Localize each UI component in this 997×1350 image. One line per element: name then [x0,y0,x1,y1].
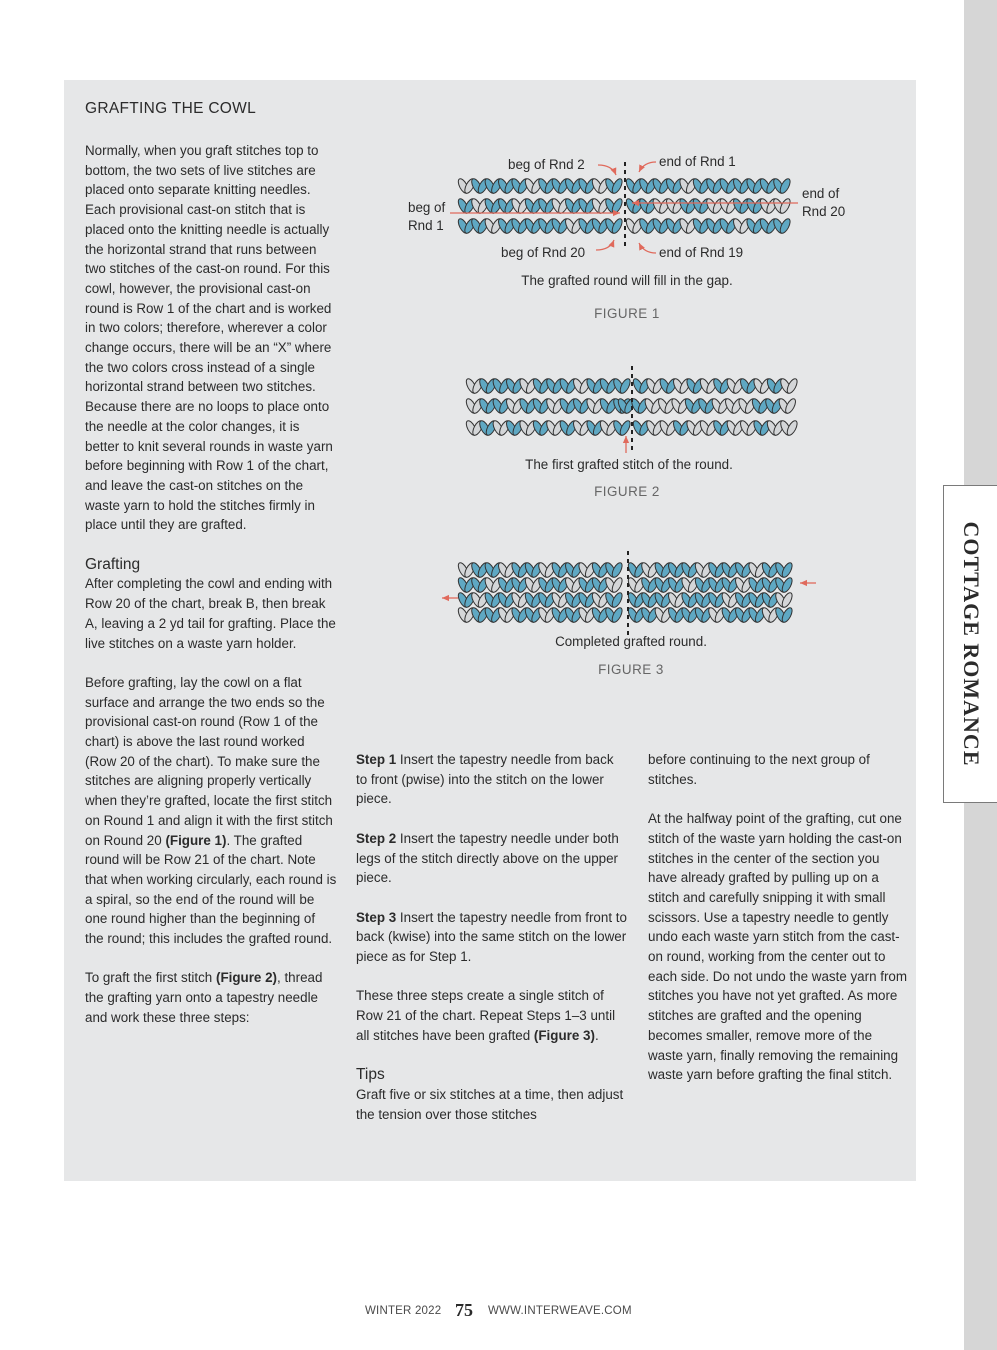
figure-1-title: FIGURE 1 [594,306,660,321]
figure-3 [442,551,816,677]
figures [380,140,900,700]
step-1-text: Insert the tapestry needle from back to front (pwise) into the stitch on the lower piece. [356,752,614,807]
figure-2-reference: (Figure 2) [215,970,277,986]
step-3-text: Insert the tapestry needle from front to back (kwise) into the same stitch on the lower piece as for Step 1. [356,909,627,964]
text-run: . The grafted round will be Row 21 of the chart. Note that when working circularly, each round is a spiral, so the end of the round will be one round higher than the beginning of the round; this includes the grafted round. [85,832,337,947]
step-2-text: Insert the tapestry needle under both legs of the stitch directly above on the upper piece. [356,830,619,886]
text-run: , thread the grafting yarn onto a tapestry needle and work these three steps: [85,970,323,1025]
figure-3-caption: Completed grafted round. [555,634,707,649]
step-2-label: Step 2 [356,830,397,846]
arrow-end-rnd19 [639,243,656,253]
column-3-paragraph-1: before continuing to the next group of stitches. [648,752,870,787]
text-run: Before grafting, lay the cowl on a flat surface and arrange the two ends so the provisional cast-on round (Row 1 of the chart) is above the last round worked (Row 20 of the chart). To make sure the stitches are aligning properly vertically when they’re grafted, locate the first stitch on Round 1 and align it with the first stitch on Round 20 [85,674,333,848]
label-end-rnd19: end of Rnd 19 [659,245,744,260]
tips-heading: Tips [356,1066,385,1084]
figure-3-title: FIGURE 3 [598,662,664,677]
text-run: . [594,1027,599,1043]
figure-1-caption: The grafted round will fill in the gap. [521,273,733,288]
tips-paragraph: Graft five or six stitches at a time, then adjust the tension over those stitches [356,1086,624,1122]
section-title: GRAFTING THE COWL [85,100,257,117]
figure-3-reference: (Figure 3) [533,1027,595,1043]
step-2 [356,829,628,888]
column-2 [356,750,628,1124]
label-rnd20: Rnd 20 [802,204,846,219]
arrow-end-rnd1 [639,162,656,172]
step-3-label: Step 3 [356,909,397,925]
figure-1-reference: (Figure 1) [165,832,227,848]
label-end-rnd1: end of Rnd 1 [659,154,736,169]
figure-2-caption: The first grafted stitch of the round. [525,457,733,472]
grafting-paragraph-2 [85,673,337,949]
page-number: 75 [455,1300,473,1320]
step-1 [356,750,628,809]
grafting-heading: Grafting [85,555,141,573]
label-end-of: end of [802,186,840,201]
grafting-paragraph-3 [85,968,337,1027]
column-1 [85,141,337,1028]
label-beg-rnd2: beg of Rnd 2 [508,157,585,172]
label-rnd1: Rnd 1 [408,218,444,233]
arrow-beg-rnd2 [598,165,616,175]
label-beg-rnd20: beg of Rnd 20 [501,245,586,260]
issue-label: WINTER 2022 [365,1305,442,1317]
text-run: To graft the first stitch [85,970,216,986]
website: WWW.INTERWEAVE.COM [488,1305,632,1317]
grafting-paragraph-1: After completing the cowl and ending with Row 20 of the chart, break B, then break A, leaving a 2 yd tail for grafting. Place the live stitches on a waste yarn holder. [85,576,336,651]
figure-2-title: FIGURE 2 [594,484,660,499]
text-run: These three steps create a single stitch of Row 21 of the chart. Repeat Steps 1–3 until all stitches have been grafted [356,988,616,1043]
intro-paragraph: Normally, when you graft stitches top to bottom, the two sets of live stitches are placed onto separate knitting needles. Each provisional cast-on stitch that is placed onto the knitting needle is actually the horizontal strand that runs between two stitches of the cast-on round. For this cowl, however, the provisional cast-on round is Row 1 of the chart and is worked in two colors; therefore, wherever a color change occurs, there will be an “X” where the two colors cross instead of a single horizontal strand between two stitches. Because there are no loops to place onto the needle at the color changes, it is better to knit several rounds in waste yarn before beginning with Row 1 of the chart, and leave the cast-on stitches on the waste yarn to hold the stitches firmly in place until they are grafted. [85,143,333,533]
figure-1 [408,154,845,321]
section-tab-label: COTTAGE ROMANCE [958,521,984,767]
figure-2 [464,366,799,499]
figure-3-stitches [456,561,794,624]
arrow-beg-rnd20 [596,240,614,250]
column-3-paragraph-2: At the halfway point of the grafting, cut one stitch of the waste yarn holding the cast-on stitches in the center of the section you have already grafted by pulling up on a stitch and carefully snipping it with small scissors. Use a tapestry needle to gently undo each waste yarn stitch from the cast-on round, working from the center out to each side. Do not undo the waste yarn from stitches you have not yet grafted. As more stitches are grafted and the opening becomes smaller, remove more of the waste yarn, finally removing the remaining waste yarn before grafting the final stitch. [648,811,908,1083]
steps-summary [356,986,628,1045]
step-1-label: Step 1 [356,752,397,767]
column-3 [648,750,908,1085]
grafting-diagrams [380,140,900,700]
page-footer [0,1300,997,1324]
step-3 [356,908,628,967]
section-tab [943,485,997,803]
label-beg-of: beg of [408,200,446,215]
